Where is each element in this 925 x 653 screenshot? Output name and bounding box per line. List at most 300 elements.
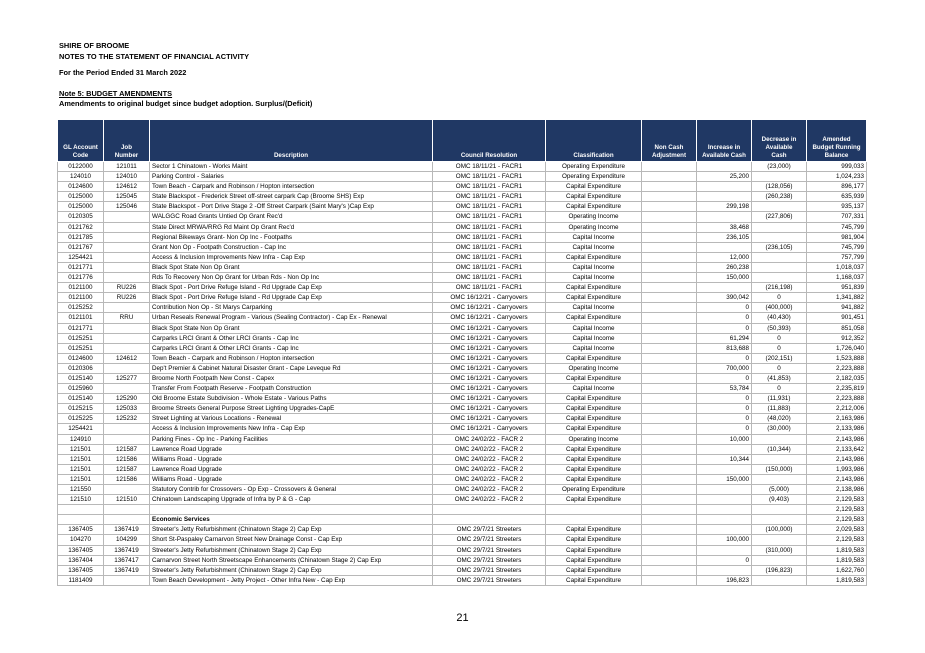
- cell-amended-balance: 935,137: [807, 202, 867, 212]
- cell-increase-cash: [697, 495, 752, 505]
- cell-description: Town Beach Development - Jetty Project - Other Infra New - Cap Exp: [150, 575, 433, 585]
- table-row: [58, 485, 867, 495]
- cell-non-cash-adjustment: [642, 575, 697, 585]
- cell-job-number: RU226: [104, 283, 150, 293]
- cell-job-number: [104, 303, 150, 313]
- cell-amended-balance: 757,799: [807, 252, 867, 262]
- cell-amended-balance: 2,029,583: [807, 525, 867, 535]
- table-row: [58, 404, 867, 414]
- cell-job-number: 121011: [104, 162, 150, 172]
- cell-increase-cash: 12,000: [697, 252, 752, 262]
- cell-classification: Capital Income: [546, 323, 642, 333]
- cell-council-resolution: OMC 16/12/21 - Carryovers: [433, 343, 546, 353]
- cell-decrease-cash: [752, 575, 807, 585]
- cell-increase-cash: [697, 162, 752, 172]
- cell-description: Dep't Premier & Cabinet Natural Disaster Grant - Cape Leveque Rd: [150, 363, 433, 373]
- cell-description: Street Lighting at Various Locations - Renewal: [150, 414, 433, 424]
- cell-classification: Capital Expenditure: [546, 474, 642, 484]
- cell-council-resolution: OMC 29/7/21 Streeters: [433, 565, 546, 575]
- cell-description: Economic Services: [150, 515, 433, 525]
- cell-council-resolution: OMC 16/12/21 - Carryovers: [433, 373, 546, 383]
- cell-non-cash-adjustment: [642, 515, 697, 525]
- cell-job-number: [104, 434, 150, 444]
- cell-decrease-cash: (11,883): [752, 404, 807, 414]
- table-row: [58, 212, 867, 222]
- note-title: Note 5: BUDGET AMENDMENTS: [59, 89, 173, 98]
- cell-amended-balance: 2,143,986: [807, 474, 867, 484]
- cell-gl-account: 0120305: [58, 212, 104, 222]
- cell-increase-cash: 0: [697, 353, 752, 363]
- cell-council-resolution: OMC 16/12/21 - Carryovers: [433, 293, 546, 303]
- cell-non-cash-adjustment: [642, 525, 697, 535]
- cell-increase-cash: 61,294: [697, 333, 752, 343]
- cell-amended-balance: 2,212,006: [807, 404, 867, 414]
- cell-classification: Capital Income: [546, 262, 642, 272]
- cell-increase-cash: [697, 182, 752, 192]
- cell-increase-cash: 390,042: [697, 293, 752, 303]
- cell-amended-balance: 1,819,583: [807, 545, 867, 555]
- cell-non-cash-adjustment: [642, 172, 697, 182]
- cell-description: Contribution Non Op - St Marys Carparking: [150, 303, 433, 313]
- cell-council-resolution: OMC 16/12/21 - Carryovers: [433, 384, 546, 394]
- cell-non-cash-adjustment: [642, 252, 697, 262]
- cell-increase-cash: 38,468: [697, 222, 752, 232]
- cell-council-resolution: OMC 24/02/22 - FACR 2: [433, 464, 546, 474]
- cell-decrease-cash: [752, 505, 807, 515]
- cell-decrease-cash: (216,198): [752, 283, 807, 293]
- col-header-classification: Classification: [546, 120, 642, 162]
- cell-amended-balance: 1,168,037: [807, 273, 867, 283]
- cell-gl-account: 0121100: [58, 293, 104, 303]
- table-header-row: [58, 120, 867, 162]
- cell-classification: Operating Income: [546, 212, 642, 222]
- cell-non-cash-adjustment: [642, 293, 697, 303]
- cell-classification: Capital Expenditure: [546, 202, 642, 212]
- cell-description: Streeter's Jetty Refurbishment (Chinatown Stage 2) Cap Exp: [150, 525, 433, 535]
- cell-amended-balance: 1,622,760: [807, 565, 867, 575]
- cell-decrease-cash: (9,403): [752, 495, 807, 505]
- cell-gl-account: 0125251: [58, 333, 104, 343]
- cell-non-cash-adjustment: [642, 273, 697, 283]
- cell-description: Lawrence Road Upgrade: [150, 464, 433, 474]
- cell-council-resolution: OMC 18/11/21 - FACR1: [433, 273, 546, 283]
- cell-increase-cash: 100,000: [697, 535, 752, 545]
- table-row: [58, 414, 867, 424]
- cell-job-number: 1367417: [104, 555, 150, 565]
- cell-classification: Capital Income: [546, 303, 642, 313]
- cell-increase-cash: [697, 444, 752, 454]
- cell-gl-account: 0125215: [58, 404, 104, 414]
- table-row: [58, 444, 867, 454]
- table-row: [58, 373, 867, 383]
- cell-increase-cash: [697, 515, 752, 525]
- col-header-increase-cash: Increase in Available Cash: [697, 120, 752, 162]
- cell-council-resolution: OMC 16/12/21 - Carryovers: [433, 333, 546, 343]
- cell-increase-cash: 10,344: [697, 454, 752, 464]
- cell-gl-account: 121501: [58, 474, 104, 484]
- cell-classification: Operating Expenditure: [546, 485, 642, 495]
- cell-job-number: 1367419: [104, 525, 150, 535]
- cell-decrease-cash: [752, 273, 807, 283]
- cell-council-resolution: OMC 18/11/21 - FACR1: [433, 262, 546, 272]
- cell-job-number: 121586: [104, 474, 150, 484]
- cell-gl-account: 0121101: [58, 313, 104, 323]
- cell-gl-account: 1367405: [58, 565, 104, 575]
- cell-increase-cash: 0: [697, 555, 752, 565]
- table-row: [58, 172, 867, 182]
- table-row: [58, 394, 867, 404]
- cell-gl-account: 0125140: [58, 394, 104, 404]
- cell-classification: Capital Expenditure: [546, 575, 642, 585]
- page-number: 21: [456, 612, 469, 624]
- table-row: [58, 434, 867, 444]
- cell-description: Williams Road - Upgrade: [150, 474, 433, 484]
- cell-classification: Capital Expenditure: [546, 192, 642, 202]
- cell-increase-cash: [697, 283, 752, 293]
- cell-decrease-cash: (50,393): [752, 323, 807, 333]
- cell-council-resolution: OMC 16/12/21 - Carryovers: [433, 414, 546, 424]
- cell-amended-balance: 901,451: [807, 313, 867, 323]
- cell-classification: Operating Income: [546, 363, 642, 373]
- cell-amended-balance: 635,939: [807, 192, 867, 202]
- cell-council-resolution: OMC 16/12/21 - Carryovers: [433, 424, 546, 434]
- cell-description: Streeter's Jetty Refurbishment (Chinatown Stage 2) Cap Exp: [150, 545, 433, 555]
- table-row: [58, 293, 867, 303]
- table-row: [58, 252, 867, 262]
- cell-classification: Capital Expenditure: [546, 414, 642, 424]
- cell-description: Black Spot State Non Op Grant: [150, 323, 433, 333]
- cell-classification: Capital Expenditure: [546, 404, 642, 414]
- cell-amended-balance: 707,331: [807, 212, 867, 222]
- cell-council-resolution: OMC 18/11/21 - FACR1: [433, 162, 546, 172]
- cell-decrease-cash: [752, 172, 807, 182]
- cell-council-resolution: OMC 24/02/22 - FACR 2: [433, 485, 546, 495]
- table-row: [58, 303, 867, 313]
- cell-decrease-cash: (100,000): [752, 525, 807, 535]
- cell-amended-balance: 745,799: [807, 222, 867, 232]
- cell-decrease-cash: 0: [752, 293, 807, 303]
- cell-council-resolution: OMC 16/12/21 - Carryovers: [433, 313, 546, 323]
- cell-decrease-cash: (400,000): [752, 303, 807, 313]
- cell-council-resolution: OMC 18/11/21 - FACR1: [433, 232, 546, 242]
- cell-increase-cash: 813,688: [697, 343, 752, 353]
- cell-gl-account: 1367405: [58, 545, 104, 555]
- table-row: [58, 575, 867, 585]
- cell-decrease-cash: (310,000): [752, 545, 807, 555]
- cell-gl-account: 1254421: [58, 424, 104, 434]
- cell-job-number: 125046: [104, 202, 150, 212]
- cell-job-number: 125277: [104, 373, 150, 383]
- table-row: [58, 535, 867, 545]
- cell-job-number: 125232: [104, 414, 150, 424]
- cell-non-cash-adjustment: [642, 262, 697, 272]
- cell-description: Carnarvon Street North Streetscape Enhancements (Chinatown Stage 2) Cap Exp: [150, 555, 433, 565]
- cell-increase-cash: 53,784: [697, 384, 752, 394]
- cell-council-resolution: OMC 29/7/21 Streeters: [433, 545, 546, 555]
- cell-increase-cash: 0: [697, 394, 752, 404]
- cell-non-cash-adjustment: [642, 222, 697, 232]
- cell-non-cash-adjustment: [642, 424, 697, 434]
- cell-classification: Capital Income: [546, 343, 642, 353]
- cell-increase-cash: 150,000: [697, 474, 752, 484]
- cell-amended-balance: 1,018,037: [807, 262, 867, 272]
- cell-decrease-cash: 0: [752, 384, 807, 394]
- cell-decrease-cash: 0: [752, 363, 807, 373]
- cell-gl-account: 0121776: [58, 273, 104, 283]
- col-header-job-number: Job Number: [104, 120, 150, 162]
- cell-non-cash-adjustment: [642, 434, 697, 444]
- cell-non-cash-adjustment: [642, 242, 697, 252]
- cell-council-resolution: OMC 24/02/22 - FACR 2: [433, 434, 546, 444]
- cell-decrease-cash: (11,931): [752, 394, 807, 404]
- cell-gl-account: [58, 505, 104, 515]
- table-row: [58, 474, 867, 484]
- cell-classification: Capital Expenditure: [546, 313, 642, 323]
- cell-job-number: 124010: [104, 172, 150, 182]
- table-row: [58, 363, 867, 373]
- cell-increase-cash: 260,238: [697, 262, 752, 272]
- cell-gl-account: 0125000: [58, 192, 104, 202]
- cell-gl-account: 0121767: [58, 242, 104, 252]
- table-row: [58, 283, 867, 293]
- cell-increase-cash: [697, 485, 752, 495]
- cell-job-number: [104, 515, 150, 525]
- cell-amended-balance: 2,129,583: [807, 535, 867, 545]
- cell-decrease-cash: [752, 454, 807, 464]
- cell-classification: Capital Expenditure: [546, 252, 642, 262]
- cell-council-resolution: OMC 24/02/22 - FACR 2: [433, 495, 546, 505]
- cell-gl-account: 121501: [58, 454, 104, 464]
- cell-description: Streeter's Jetty Refurbishment (Chinatown Stage 2) Cap Exp: [150, 565, 433, 575]
- table-row: [58, 495, 867, 505]
- cell-job-number: 124612: [104, 182, 150, 192]
- cell-amended-balance: 2,223,888: [807, 363, 867, 373]
- cell-increase-cash: [697, 242, 752, 252]
- cell-gl-account: 0121100: [58, 283, 104, 293]
- cell-gl-account: 124910: [58, 434, 104, 444]
- cell-non-cash-adjustment: [642, 394, 697, 404]
- cell-description: Access & Inclusion Improvements New Infra - Cap Exp: [150, 252, 433, 262]
- cell-description: Old Broome Estate Subdivision - Whole Estate - Various Paths: [150, 394, 433, 404]
- cell-classification: Capital Expenditure: [546, 454, 642, 464]
- cell-increase-cash: 10,000: [697, 434, 752, 444]
- cell-classification: Operating Income: [546, 222, 642, 232]
- cell-council-resolution: OMC 18/11/21 - FACR1: [433, 172, 546, 182]
- cell-gl-account: 0121785: [58, 232, 104, 242]
- cell-gl-account: 0125251: [58, 343, 104, 353]
- cell-description: State Blackspot - Port Drive Stage 2 -Off Street Carpark (Saint Mary's )Cap Exp: [150, 202, 433, 212]
- cell-gl-account: 121501: [58, 464, 104, 474]
- cell-amended-balance: 1,993,986: [807, 464, 867, 474]
- cell-increase-cash: [697, 545, 752, 555]
- cell-non-cash-adjustment: [642, 283, 697, 293]
- table-row: [58, 333, 867, 343]
- cell-decrease-cash: [752, 202, 807, 212]
- table-row: [58, 182, 867, 192]
- cell-amended-balance: 2,129,583: [807, 505, 867, 515]
- cell-classification: Capital Expenditure: [546, 444, 642, 454]
- col-header-gl-account: GL Account Code: [58, 120, 104, 162]
- cell-amended-balance: 896,177: [807, 182, 867, 192]
- cell-non-cash-adjustment: [642, 162, 697, 172]
- cell-council-resolution: OMC 29/7/21 Streeters: [433, 535, 546, 545]
- cell-classification: Capital Income: [546, 384, 642, 394]
- cell-amended-balance: 745,799: [807, 242, 867, 252]
- cell-amended-balance: 2,129,583: [807, 515, 867, 525]
- cell-job-number: [104, 363, 150, 373]
- cell-decrease-cash: (5,000): [752, 485, 807, 495]
- cell-increase-cash: 236,105: [697, 232, 752, 242]
- col-header-council-resolution: Council Resolution: [433, 120, 546, 162]
- cell-non-cash-adjustment: [642, 414, 697, 424]
- cell-amended-balance: 1,341,882: [807, 293, 867, 303]
- cell-decrease-cash: (196,823): [752, 565, 807, 575]
- cell-description: Sector 1 Chinatown - Works Maint: [150, 162, 433, 172]
- cell-non-cash-adjustment: [642, 363, 697, 373]
- cell-increase-cash: 150,000: [697, 273, 752, 283]
- table-row: [58, 565, 867, 575]
- table-row: [58, 313, 867, 323]
- cell-decrease-cash: (202,151): [752, 353, 807, 363]
- cell-job-number: RRU: [104, 313, 150, 323]
- cell-amended-balance: 2,133,986: [807, 424, 867, 434]
- cell-decrease-cash: [752, 555, 807, 565]
- cell-increase-cash: 0: [697, 373, 752, 383]
- notes-title: NOTES TO THE STATEMENT OF FINANCIAL ACTIVITY: [59, 52, 250, 61]
- cell-council-resolution: OMC 16/12/21 - Carryovers: [433, 323, 546, 333]
- cell-job-number: 104299: [104, 535, 150, 545]
- cell-amended-balance: 2,163,986: [807, 414, 867, 424]
- cell-non-cash-adjustment: [642, 313, 697, 323]
- col-header-amended-balance: Amended Budget Running Balance: [807, 120, 867, 162]
- cell-description: State Direct MRWA/RRG Rd Maint Op Grant Rec'd: [150, 222, 433, 232]
- cell-decrease-cash: [752, 434, 807, 444]
- table-row: [58, 464, 867, 474]
- cell-description: Transfer From Footpath Reserve - Footpath Construction: [150, 384, 433, 394]
- cell-classification: Capital Expenditure: [546, 293, 642, 303]
- cell-increase-cash: 196,823: [697, 575, 752, 585]
- cell-non-cash-adjustment: [642, 182, 697, 192]
- cell-increase-cash: 700,000: [697, 363, 752, 373]
- cell-amended-balance: 941,882: [807, 303, 867, 313]
- cell-council-resolution: [433, 505, 546, 515]
- cell-description: Grant Non Op - Footpath Construction - Cap Inc: [150, 242, 433, 252]
- cell-non-cash-adjustment: [642, 474, 697, 484]
- cell-job-number: 121587: [104, 464, 150, 474]
- cell-non-cash-adjustment: [642, 404, 697, 414]
- cell-non-cash-adjustment: [642, 373, 697, 383]
- cell-job-number: [104, 262, 150, 272]
- cell-job-number: 121586: [104, 454, 150, 464]
- cell-description: Chinatown Landscaping Upgrade of Infra by P & G - Cap: [150, 495, 433, 505]
- cell-non-cash-adjustment: [642, 464, 697, 474]
- cell-classification: Capital Expenditure: [546, 545, 642, 555]
- cell-increase-cash: 25,200: [697, 172, 752, 182]
- cell-increase-cash: 0: [697, 313, 752, 323]
- cell-non-cash-adjustment: [642, 545, 697, 555]
- cell-job-number: [104, 242, 150, 252]
- cell-job-number: [104, 505, 150, 515]
- cell-job-number: 124612: [104, 353, 150, 363]
- cell-description: Rds To Recovery Non Op Grant for Urban Rds - Non Op Inc: [150, 273, 433, 283]
- cell-non-cash-adjustment: [642, 303, 697, 313]
- cell-description: Parking Control - Salaries: [150, 172, 433, 182]
- table-row: [58, 262, 867, 272]
- cell-increase-cash: [697, 565, 752, 575]
- cell-description: Black Spot - Port Drive Refuge Island - Rd Upgrade Cap Exp: [150, 293, 433, 303]
- cell-decrease-cash: (236,105): [752, 242, 807, 252]
- cell-non-cash-adjustment: [642, 535, 697, 545]
- cell-job-number: [104, 273, 150, 283]
- cell-classification: Capital Expenditure: [546, 464, 642, 474]
- cell-non-cash-adjustment: [642, 485, 697, 495]
- cell-non-cash-adjustment: [642, 323, 697, 333]
- table-row: [58, 545, 867, 555]
- cell-description: WALGGC Road Grants Untied Op Grant Rec'd: [150, 212, 433, 222]
- cell-council-resolution: OMC 24/02/22 - FACR 2: [433, 444, 546, 454]
- cell-description: Short St-Paspaley Carnarvon Street New Drainage Const - Cap Exp: [150, 535, 433, 545]
- cell-job-number: [104, 333, 150, 343]
- cell-description: Broome Streets General Purpose Street Lighting Upgrades-CapE: [150, 404, 433, 414]
- cell-council-resolution: OMC 18/11/21 - FACR1: [433, 242, 546, 252]
- cell-decrease-cash: (30,000): [752, 424, 807, 434]
- cell-gl-account: 1367404: [58, 555, 104, 565]
- table-row: [58, 323, 867, 333]
- table-row: [58, 424, 867, 434]
- cell-job-number: [104, 222, 150, 232]
- cell-classification: [546, 505, 642, 515]
- cell-council-resolution: [433, 515, 546, 525]
- cell-classification: Capital Income: [546, 333, 642, 343]
- cell-description: Town Beach - Carpark and Robinson / Hopton intersection: [150, 182, 433, 192]
- cell-job-number: 1367419: [104, 565, 150, 575]
- table-row: [58, 232, 867, 242]
- cell-non-cash-adjustment: [642, 444, 697, 454]
- cell-council-resolution: OMC 16/12/21 - Carryovers: [433, 303, 546, 313]
- cell-council-resolution: OMC 18/11/21 - FACR1: [433, 283, 546, 293]
- cell-job-number: [104, 384, 150, 394]
- cell-increase-cash: 0: [697, 404, 752, 414]
- cell-gl-account: 1181409: [58, 575, 104, 585]
- cell-non-cash-adjustment: [642, 353, 697, 363]
- cell-classification: Capital Expenditure: [546, 182, 642, 192]
- table-row: [58, 343, 867, 353]
- cell-increase-cash: 0: [697, 323, 752, 333]
- cell-council-resolution: OMC 18/11/21 - FACR1: [433, 182, 546, 192]
- cell-increase-cash: [697, 505, 752, 515]
- cell-increase-cash: 0: [697, 414, 752, 424]
- cell-description: Black Spot State Non Op Grant: [150, 262, 433, 272]
- cell-non-cash-adjustment: [642, 212, 697, 222]
- cell-decrease-cash: (10,344): [752, 444, 807, 454]
- cell-description: Black Spot - Port Drive Refuge Island - Rd Upgrade Cap Exp: [150, 283, 433, 293]
- cell-description: Carparks LRCI Grant & Other LRCI Grants - Cap Inc: [150, 333, 433, 343]
- cell-non-cash-adjustment: [642, 565, 697, 575]
- cell-increase-cash: [697, 192, 752, 202]
- cell-classification: Capital Expenditure: [546, 525, 642, 535]
- cell-non-cash-adjustment: [642, 384, 697, 394]
- cell-council-resolution: OMC 18/11/21 - FACR1: [433, 222, 546, 232]
- cell-classification: Capital Expenditure: [546, 424, 642, 434]
- cell-classification: Capital Income: [546, 232, 642, 242]
- cell-gl-account: 1254421: [58, 252, 104, 262]
- cell-description: Lawrence Road Upgrade: [150, 444, 433, 454]
- cell-non-cash-adjustment: [642, 232, 697, 242]
- cell-classification: Operating Expenditure: [546, 172, 642, 182]
- cell-job-number: [104, 212, 150, 222]
- budget-amendments-table: [57, 119, 867, 586]
- cell-council-resolution: OMC 24/02/22 - FACR 2: [433, 474, 546, 484]
